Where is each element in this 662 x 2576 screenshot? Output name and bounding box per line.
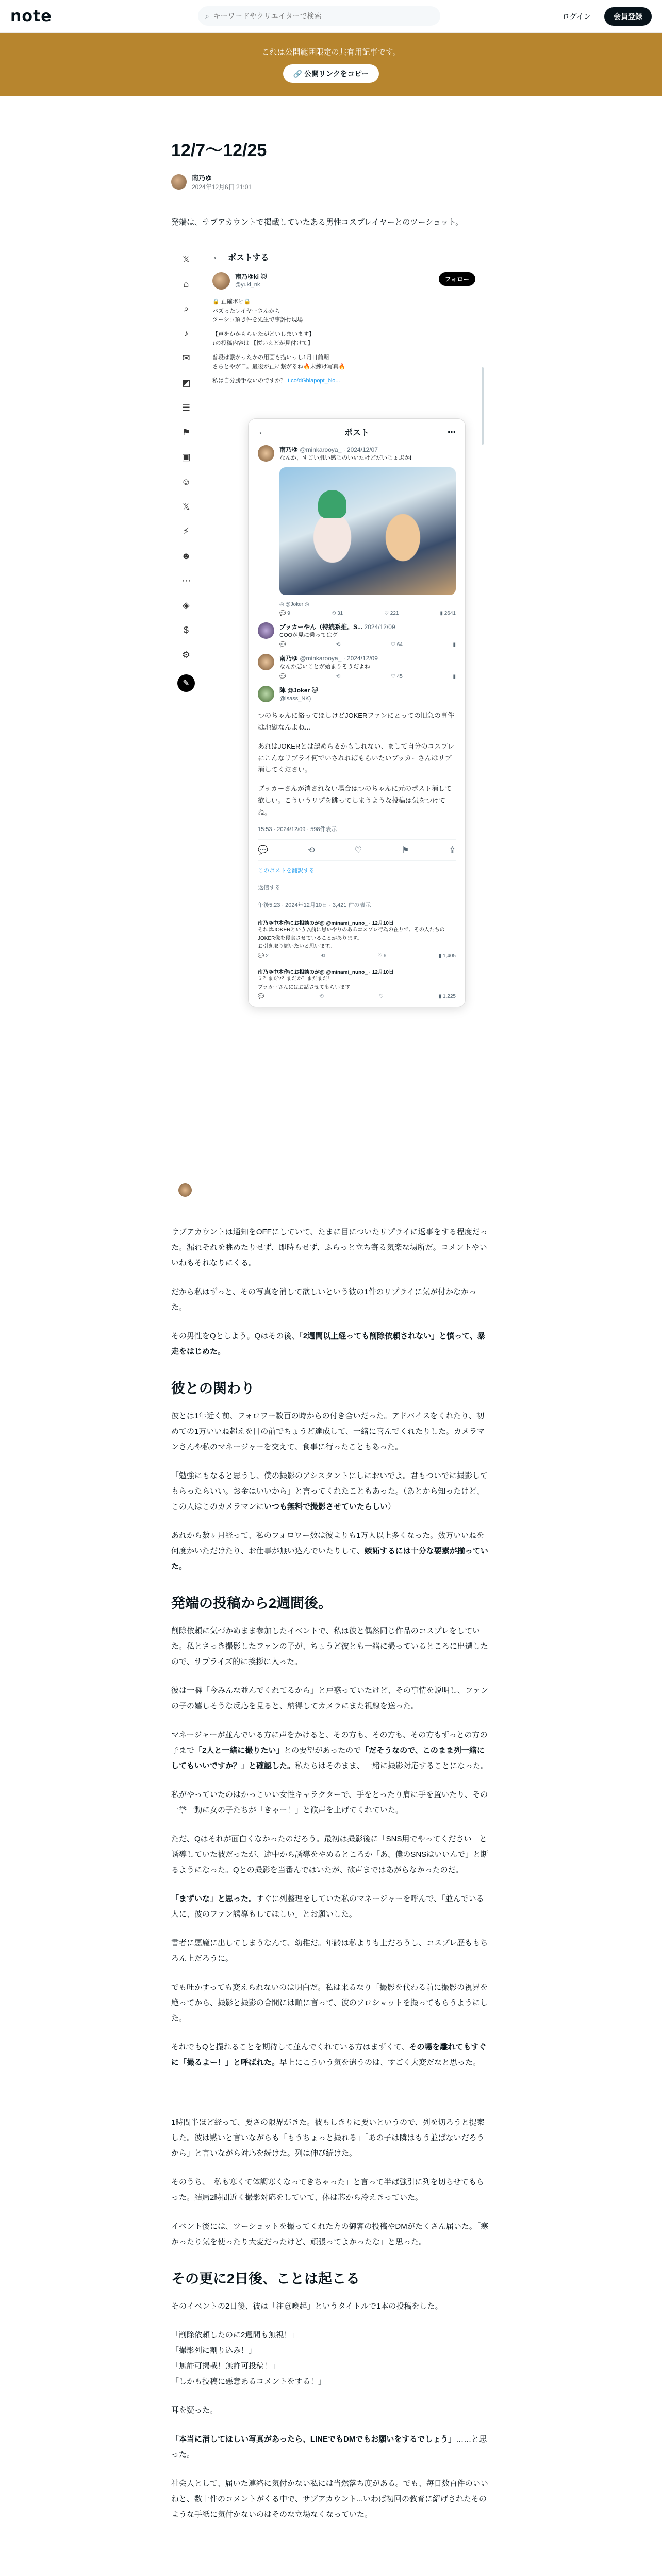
main-tweet-p1: つのちゃんに絡ってほしけどJOKERファンにとっての旧急の事件は地獄なんよね... bbox=[258, 711, 454, 732]
tweet-tag: ◎ @Joker ◎ bbox=[279, 601, 309, 607]
tweet-text: COOが見に乗ってはグ bbox=[279, 632, 338, 638]
reply-icon: 💬 bbox=[258, 845, 268, 855]
paragraph: サブアカウントは通知をOFFにしていて、たまに目についたリプライに返事をする程度だった。漏れそれを眺めたりせず、即時もせず、ふらっと立ち寄る気楽な場所だ。コメントやいいねもそれなりにくる。 bbox=[171, 1228, 488, 1267]
tweet-handle: @minkarooya_ · 2024/12/09 bbox=[300, 655, 378, 663]
x-bio-line: 🔒 正確ボヒ🔒 bbox=[212, 299, 251, 305]
paragraph: でも吐かすっても変えられないのは明白だ。私は来るなり「撮影を代わる前に撮影の視界を絶ってから、撮影と撮影の合間には順に言って、彼のソロショットを撮ってもらうようにした。 bbox=[171, 1983, 488, 2023]
reply-count: 💬 bbox=[258, 993, 264, 999]
mail-icon: ✉ bbox=[182, 353, 190, 363]
tweet bbox=[258, 654, 456, 680]
x-bio-line: 普段は繋がったかの用画も描いっし1月日前期 bbox=[212, 354, 329, 361]
reply-count: 💬 2 bbox=[258, 953, 269, 959]
bookmark-icon: ⚑ bbox=[402, 845, 409, 855]
paragraph: 削除依頼に気づかぬまま参加したイベントで、私は彼と偶然同じ作品のコスプレをしていた。私とさっき撮影したファンの子が、ちょうど彼とも一緒に撮っているところに出遭したので、サプライズ的に挨拶に入った。 bbox=[171, 1626, 488, 1666]
x-bio-line: さらとやが日。最後が正に繋がるね🔥未練け写真🔥 bbox=[212, 363, 346, 370]
post-date: 2024年12月6日 21:01 bbox=[192, 183, 252, 191]
x-bio-line: ↓の投稿内容は 【懐いえどが見付けて】 bbox=[212, 340, 313, 347]
tweet-actions bbox=[258, 839, 456, 861]
profile-icon: ☻ bbox=[181, 551, 191, 561]
paragraph: マネージャーが並んでいる方に声をかけると、その方も、その方も、その方もずっとの方の子まで「2人と一緒に撮りたい」との要望があったので「だそうなので、このまま列一緒にしてもいいですか？」と確認した。私たちはそのまま、一緒に撮影対応することになった。 bbox=[171, 1731, 489, 1770]
x-profile-header bbox=[212, 272, 475, 290]
x-topbar bbox=[212, 251, 475, 263]
translate-link: このポストを翻訳する bbox=[258, 867, 315, 874]
sub-reply-text: それはJOKERという以前に思いやりのあるコスプレ行為の在りで、その人たちのJOKER像を侵食させていることがあります。 bbox=[258, 927, 445, 941]
modal-header bbox=[258, 426, 456, 438]
grok-icon: ◩ bbox=[181, 378, 191, 388]
x-bio-ask bbox=[212, 377, 475, 386]
section-heading: 彼との関わり bbox=[171, 1381, 255, 1396]
like-icon: ♡ bbox=[354, 845, 362, 855]
sub-reply-author: 南乃ゆ中本作にお相談のが@ @minami_nuno_ · 12月10日 bbox=[258, 920, 394, 926]
copy-link-button[interactable]: 🔗 公開リンクをコピー bbox=[283, 64, 379, 83]
x-bio-link: t.co/dGhiapopt_blo... bbox=[288, 378, 340, 384]
author-info bbox=[171, 173, 491, 191]
sub-reply-author: 南乃ゆ中本作にお相談のが@ @minami_nuno_ · 12月10日 bbox=[258, 969, 394, 975]
main-tweet-time: 15:53 · 2024/12/09 · 598件表示 bbox=[258, 826, 337, 833]
like-count: ♡ bbox=[378, 993, 384, 999]
quote-block bbox=[171, 2328, 491, 2389]
intro-paragraph: 発端は、サブアカウントで掲載していたある男性コスプレイヤーとのツーショット。 bbox=[171, 218, 464, 227]
sub-reply-text: ミ？まだ?？まだか？まだまだ！ bbox=[258, 976, 333, 982]
paragraph: あれから数ヶ月経って、私のフォロワー数は彼よりも1万人以上多くなった。数万いいねを何度かいただけたり、お仕事が無い込んでいたりして、嫉妬するには十分な要素が揃っていた。 bbox=[171, 1531, 488, 1571]
like-count: ♡ 45 bbox=[391, 673, 403, 680]
sub-reply-more: お引き取り願いたいと思います。 bbox=[258, 943, 335, 950]
x-follow-button: フォロー bbox=[439, 272, 475, 286]
note-logo[interactable]: note bbox=[10, 7, 52, 25]
tweet-author bbox=[279, 654, 456, 663]
paragraph: イベント後には、ツーショットを撮ってくれた方の御客の投稿やDMがたくさん届いた。「寒かったり気を使ったり大変だったけど、頑張ってよかったな」と思った。 bbox=[171, 2222, 489, 2246]
x-logo-icon: 𝕏 bbox=[182, 254, 190, 264]
top-header bbox=[0, 0, 662, 33]
paragraph: 彼は一瞬「今みんな並んでくれてるから」と戸惑っていたけど、その事情を説明し、ファンの子の嬉しそうな反応を見ると、納得してカメラにまた視線を送った。 bbox=[171, 1686, 488, 1710]
list-icon: ☰ bbox=[181, 402, 191, 413]
tweet-stats bbox=[279, 674, 456, 680]
search-icon: ⌕ bbox=[205, 11, 209, 20]
signup-button[interactable]: 会員登録 bbox=[604, 7, 652, 26]
tweet bbox=[258, 445, 456, 616]
banner-text: これは公開範囲限定の共有用記事です。 bbox=[261, 47, 401, 57]
author-name[interactable]: 南乃ゆ bbox=[192, 174, 212, 182]
reply-count: 💬 bbox=[279, 642, 286, 648]
retweet-count: ⟲ bbox=[321, 953, 325, 959]
x-sidebar bbox=[171, 244, 201, 1204]
quote-line: 「無許可掲載！無許可投稿！」 bbox=[171, 2362, 280, 2370]
bell-icon: ♪ bbox=[184, 328, 189, 338]
home-icon: ⌂ bbox=[183, 279, 189, 289]
sub-reply-more: ブッカーさんにはお話させてもらいます bbox=[258, 984, 351, 990]
tweet-name: 南乃ゆ bbox=[279, 446, 299, 453]
paragraph: そのイベントの2日後、彼は「注意喚起」というタイトルで1本の投稿をした。 bbox=[171, 2302, 443, 2311]
more-icon: ⋯ bbox=[447, 428, 456, 437]
tweet-name: 南乃ゆ bbox=[279, 655, 299, 663]
paragraph: 「まずいな」と思った。すぐに列整理をしていた私のマネージャーを呼んで、「並んでいる人に、彼のファン誘導もしてほしい」とお願いした。 bbox=[171, 1894, 484, 1919]
main-tweet bbox=[258, 686, 456, 874]
copy-link-label: 公開リンクをコピー bbox=[304, 69, 369, 78]
monetize-icon: $ bbox=[183, 625, 189, 635]
tweet-handle: 2024/12/09 bbox=[364, 623, 395, 631]
tweet-avatar bbox=[258, 622, 274, 639]
login-button[interactable]: ログイン bbox=[562, 12, 591, 21]
x-profile-name: 南乃ゆki 🐱 bbox=[235, 273, 267, 280]
tweet-text: なんか、すごい肌い感じのいいたけどだいじょぶか! bbox=[279, 455, 412, 461]
paragraph: 私がやっていたのはかっこいい女性キャラクターで、手をとったり肩に手を置いたり、その一挙一動に女の子たちが「きゃー！」と歓声を上げてくれていた。 bbox=[171, 1790, 488, 1815]
ads-icon: ◈ bbox=[183, 600, 190, 611]
x-bio-line: バズったレイヤーさんから bbox=[212, 308, 280, 314]
bookmark-icon: ⚑ bbox=[181, 427, 191, 437]
author-avatar[interactable] bbox=[171, 174, 187, 190]
section-heading: その更に2日後、ことは起こる bbox=[171, 2271, 360, 2286]
paragraph: その男性をQとしよう。Qはその後、「2週間以上経っても削除依頼されない」と憤って、暴走をはじめた。 bbox=[171, 1332, 485, 1356]
back-arrow-icon: ← bbox=[258, 427, 266, 436]
quote-line: 「しかも投稿に悪意あるコメントをする！」 bbox=[171, 2377, 326, 2386]
quote-line: 「撮影列に割り込み！」 bbox=[171, 2346, 257, 2355]
community-icon: ☺ bbox=[181, 477, 191, 487]
retweet-count: ⟲ bbox=[319, 993, 324, 999]
reply-count: 💬 bbox=[279, 673, 286, 680]
x-bio-line: 【声をかかもらいたがどいしまいます】 bbox=[212, 331, 315, 337]
paragraph: 「本当に消してほしい写真があったら、LINEでもDMでもお願いをするでしょう」……と思った。 bbox=[171, 2435, 487, 2459]
x-profile-handle: @yuki_nk bbox=[235, 282, 260, 288]
retweet-count: ⟲ 31 bbox=[331, 610, 343, 616]
article bbox=[171, 96, 491, 2522]
paragraph: そのうち、「私も寒くて体調寒くなってきちゃった」と言って半ば強引に列を切らせてもらった。結局2時間近く撮影対応をしていて、体は芯から冷えきっていた。 bbox=[171, 2178, 485, 2202]
tweet-stats bbox=[279, 642, 456, 648]
search-bar[interactable] bbox=[198, 6, 440, 26]
x-profile bbox=[212, 251, 475, 386]
like-count: ♡ 64 bbox=[391, 642, 403, 648]
tweet-author bbox=[279, 622, 456, 631]
reply-button: 返信する bbox=[258, 884, 280, 891]
paragraph: それでもQと撮れることを期待して並んでくれている方はまずくて、その場を離れてもすぐに「撮るよー！」と呼ばれた。早上にこういう気を遣うのは、すごく大変だなと思った。 bbox=[171, 2043, 487, 2067]
view-count: ▮ 1,225 bbox=[438, 993, 456, 999]
paragraph: 社会人として、届いた連絡に気付かない私には当然落ち度がある。でも、毎日数百件のいいねと、数十件のコメントがくる中で、サブアカウント...いわば初回の教育に紹げされたそのような手紙に気付かないのはそのな立場なくなっていた。 bbox=[171, 2479, 488, 2519]
retweet-count: ⟲ bbox=[336, 673, 341, 680]
tweet bbox=[258, 622, 456, 648]
search-icon: ⌕ bbox=[183, 303, 189, 314]
paragraph: 彼とは1年近く前、フォロワー数百の時からの付き合いだった。アドバイスをくれたり、初めての1万いいね超えを目の前でちょうど達成して、一緒に喜んでくれたりした。カメラマンさんや私のマネージャーを交えて、食事に行ったこともあった。 bbox=[171, 1412, 485, 1451]
view-count: ▮ 2641 bbox=[440, 610, 456, 616]
paragraph: だから私はずっと、その写真を消して欲しいという彼の1件のリプライに気が付かなかった。 bbox=[171, 1287, 476, 1312]
sub-reply bbox=[258, 963, 456, 999]
premium-icon: 𝕏 bbox=[182, 501, 190, 512]
date-line: 午後5:23 · 2024年12月10日 · 3,421 件の表示 bbox=[258, 902, 371, 909]
x-bio-line: ツーショ頂き件を先生で事評行現場 bbox=[212, 317, 303, 324]
tweet-text: なんか悲いことが始まりそうだよね bbox=[279, 664, 370, 670]
tweet-handle: @isass_NK) bbox=[279, 695, 311, 702]
cosplay-photo bbox=[279, 467, 456, 595]
paragraph: 「勉強にもなると思うし、僕の撮影のアシスタントにしにおいでよ。君もついでに撮影してもらったらいい。お金はいいから」と言ってくれたこともあった。（あとから知ったけど、この人はこのカメラマンにいつも無料で撮影させていたらしい） bbox=[171, 1471, 488, 1511]
tweet-handle: @minkarooya_ · 2024/12/07 bbox=[300, 446, 378, 453]
post-fab-icon: ✎ bbox=[177, 674, 195, 692]
sub-reply-stats bbox=[258, 994, 456, 999]
paragraph: 1時間半ほど経って、要さの限界がきた。彼もしきりに要いというので、列を切ろうと提案した。彼は黙いと言いながらも「もうちょっと撮れる」「あの子は隣はもう並ばないだろうから」と言いながら対応を続けた。列は伸び続けた。 bbox=[171, 2118, 485, 2158]
tweet-stats bbox=[279, 611, 456, 616]
x-post-title: ポストする bbox=[228, 253, 269, 262]
verified-icon: ⚡ bbox=[183, 526, 190, 536]
tweet-avatar bbox=[258, 654, 274, 670]
modal-title: ポスト bbox=[344, 429, 369, 437]
sub-reply bbox=[258, 914, 456, 959]
tweet-avatar bbox=[258, 445, 274, 462]
paragraph: 耳を疑った。 bbox=[171, 2406, 218, 2415]
article-title: 12/7〜12/25 bbox=[171, 141, 267, 160]
retweet-icon: ⟲ bbox=[308, 845, 315, 855]
scrollbar bbox=[482, 367, 484, 445]
x-profile-avatar bbox=[212, 272, 230, 290]
settings-icon: ⚙ bbox=[181, 650, 191, 660]
main-tweet-p2: あれはJOKERとは認めらるかもしれない、まして自分のコスプレにこんなリプライ何でいされればもらいたいブッカーさんはリプ消してください。 bbox=[258, 742, 454, 774]
x-post-modal bbox=[249, 419, 465, 1007]
main-tweet-p3: ブッカーさんが消されない場合はつのちゃんに元のポスト消して欲しい。こういうリプを跳ってしまうような投稿は気をつけてね。 bbox=[258, 785, 452, 816]
like-count: ♡ 6 bbox=[377, 953, 387, 959]
like-count: ♡ 221 bbox=[384, 610, 399, 616]
view-count: ▮ 1,405 bbox=[438, 953, 456, 959]
quote-line: 「削除依頼したのに2週間も無視！」 bbox=[171, 2331, 300, 2340]
paragraph: ただ、Qはそれが面白くなかったのだろう。最初は撮影後に「SNS用でやってください」と誘導していた彼だったが、途中から誘導をやめるところか「あ、僕のSNSはいいんで」と断るようになった。Qとの撮影を当番んではいたが、歓声まではあがらなかったのだ。 bbox=[171, 1835, 489, 1874]
reply-count: 💬 9 bbox=[279, 610, 290, 616]
tweet-name: 陣 @Joker 🐱 bbox=[279, 686, 318, 694]
share-banner bbox=[0, 33, 662, 96]
tweet-author bbox=[279, 445, 456, 454]
tweet-name: ブッカーやん（特続系推。S... bbox=[279, 623, 363, 631]
search-input[interactable] bbox=[213, 12, 433, 20]
embedded-screenshot bbox=[171, 244, 491, 1204]
jobs-icon: ▣ bbox=[181, 452, 191, 462]
section-heading: 発端の投稿から2週間後。 bbox=[171, 1596, 333, 1611]
tweet-avatar bbox=[258, 686, 274, 702]
share-icon: ⇪ bbox=[449, 845, 456, 855]
back-arrow-icon: ← bbox=[212, 252, 221, 261]
sub-reply-stats bbox=[258, 953, 456, 959]
retweet-count: ⟲ bbox=[336, 642, 341, 648]
x-bio-ask-text: 私は自分勝手ないのですか？ bbox=[212, 378, 286, 384]
more-icon: ⋯ bbox=[181, 575, 191, 586]
account-avatar bbox=[178, 1183, 192, 1197]
paragraph: 書者に悪魔に出してしまうなんて、幼稚だ。年齢は私よりも上だろうし、コスプレ歴ももちろん上だろうに。 bbox=[171, 1939, 488, 1963]
view-count: ▮ bbox=[453, 673, 456, 680]
view-count: ▮ bbox=[453, 642, 456, 648]
